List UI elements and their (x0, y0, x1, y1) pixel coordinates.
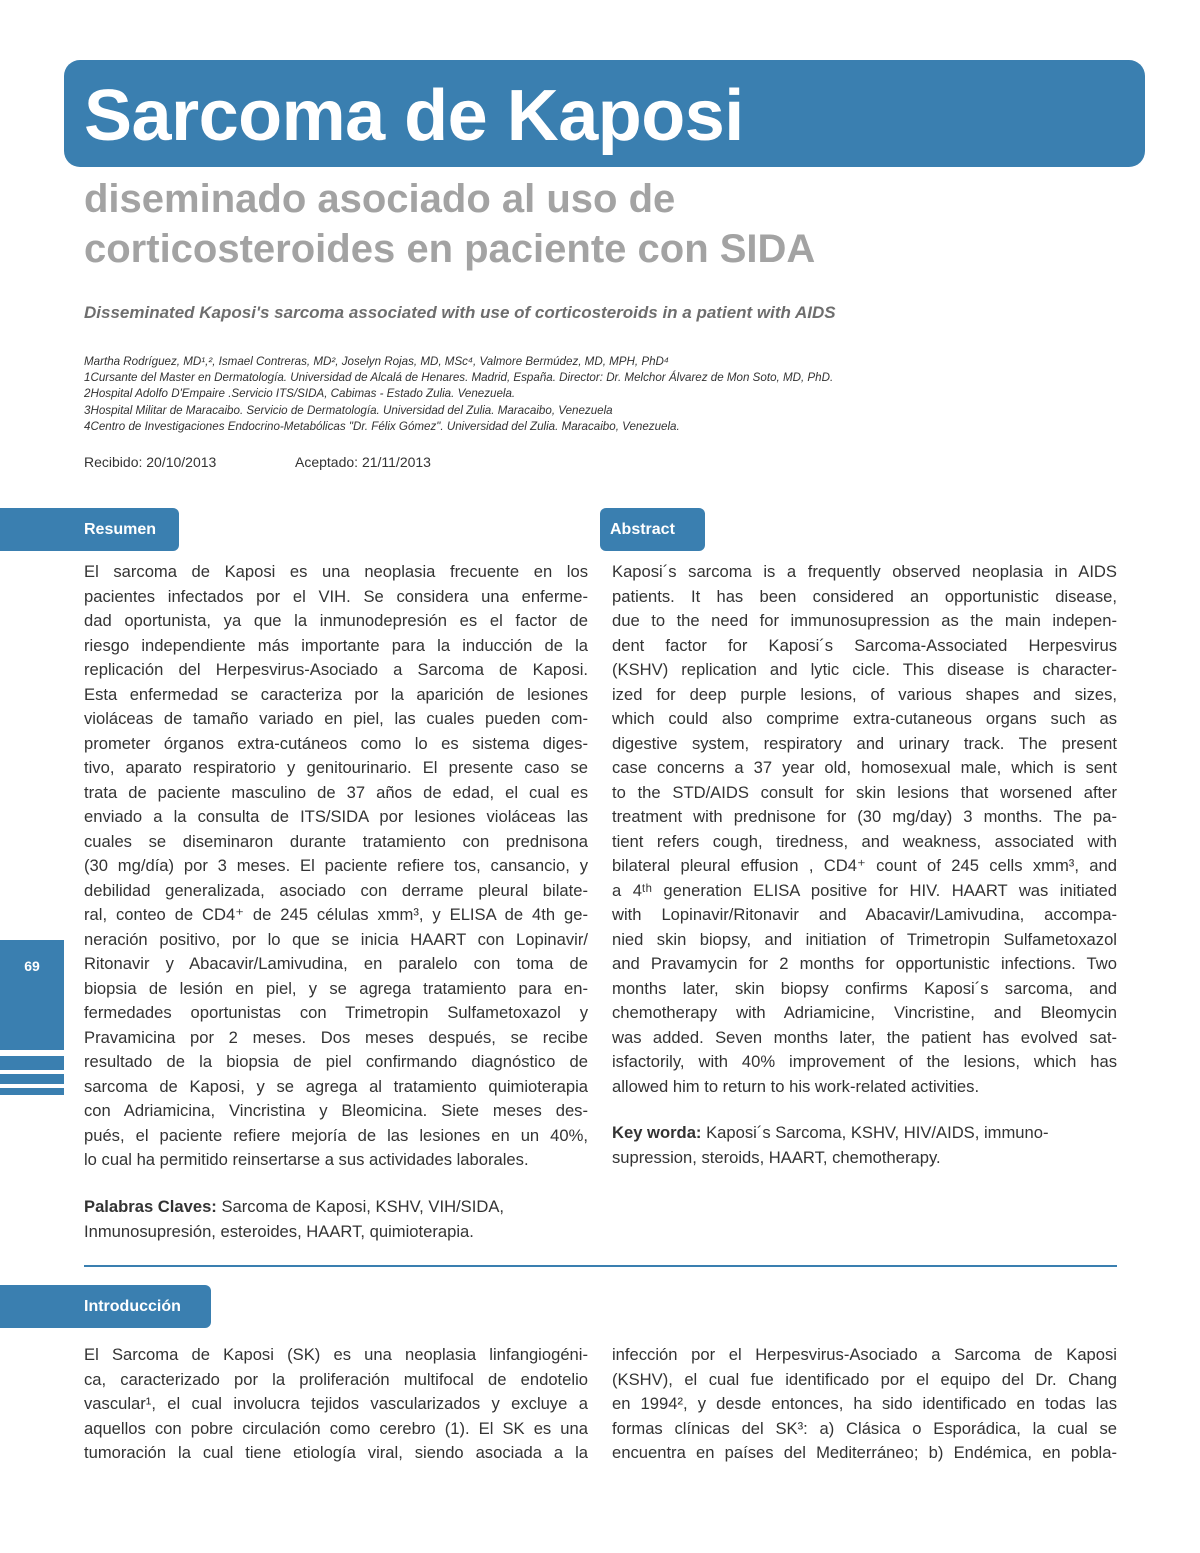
text-line: fermedades oportunistas con Trimetropin Sulfametoxazol y (84, 1003, 588, 1022)
text-line: digestive system, respiratory and urinary track. The present (612, 733, 1117, 753)
text-line: tumoración la cual tiene etiología viral, siendo asociada a la (84, 1443, 588, 1462)
text-line: debilidad generalizada, asociado con derrame pleural bilate- (84, 880, 588, 900)
text-line: infección por el Herpesvirus-Asociado a Sarcoma de Kaposi (612, 1345, 1117, 1364)
text-line: dent factor for Kaposi´s Sarcoma-Associated Herpesvirus (612, 635, 1117, 655)
affiliation: 3Hospital Militar de Maracaibo. Servicio de Dermatología. Universidad del Zulia. Maracaibo, Venezuela (84, 403, 613, 417)
text-line: ca, caracterizado por la proliferación multifocal de endotelio (84, 1369, 588, 1389)
text-line: (30 mg/día) por 3 meses. El paciente refiere tos, cansancio, y (84, 856, 588, 875)
key-words (612, 1121, 1117, 1170)
text-line: Esta enfermedad se caracteriza por la aparición de lesiones (84, 684, 588, 704)
text-line: which could also comprime extra-cutaneous organs such as (612, 709, 1117, 728)
page-marker-stripe (0, 1056, 64, 1070)
text-line: was added. Seven months later, the patient has evolved sat- (612, 1027, 1117, 1047)
text-line: months later, skin biopsy confirms Kaposi´s sarcoma, and (612, 978, 1117, 998)
abstract-text (612, 560, 1117, 1099)
text-line: with Lopinavir/Ritonavir and Abacavir/Lamivudina, accompa- (612, 905, 1117, 924)
text-line: encuentra en países del Mediterráneo; b) Endémica, en pobla- (612, 1443, 1117, 1462)
text-line: chemotherapy with Adriamicine, Vincristine, and Bleomycin (612, 1003, 1117, 1022)
text-line: bilateral pleural effusion , CD4⁺ count of 245 cells xmm³, and (612, 856, 1117, 875)
key-words-line1: Kaposi´s Sarcoma, KSHV, HIV/AIDS, immuno- (706, 1123, 1049, 1142)
authors-block (84, 354, 833, 435)
page-marker-stripe (0, 1088, 64, 1095)
accepted-date: Aceptado: 21/11/2013 (295, 454, 431, 470)
text-line: aquellos con pobre circulación como cerebro (1). El SK es una (84, 1418, 588, 1438)
text-line: allowed him to return to his work-related activities. (612, 1076, 980, 1096)
text-line: tient refers cough, tiredness, and weakness, associated with (612, 831, 1117, 851)
resumen-text (84, 560, 588, 1173)
received-date: Recibido: 20/10/2013 (84, 454, 217, 470)
text-line: isfactorily, with 40% improvement of the lesions, which has (612, 1052, 1117, 1071)
text-line: con Adriamicina, Vincristina y Bleomicina. Siete meses des- (84, 1101, 588, 1120)
intro-right-column (612, 1343, 1117, 1466)
text-line: riesgo independiente más importante para la inducción de la (84, 635, 588, 655)
palabras-claves-line2: Inmunosupresión, esteroides, HAART, quimioterapia. (84, 1221, 474, 1241)
text-line: a 4ᵗʰ generation ELISA positive for HIV. HAART was initiated (612, 880, 1117, 900)
text-line: neración positivo, por lo que se inicia HAART con Lopinavir/ (84, 929, 588, 949)
key-words-label: Key worda: (612, 1123, 702, 1142)
text-line: cuales se diseminaron durante tratamiento con prednisona (84, 831, 588, 851)
section-heading-resumen: Resumen (0, 508, 179, 551)
subtitle-line: corticosteroides en paciente con SIDA (84, 227, 816, 271)
palabras-claves-line1: Sarcoma de Kaposi, KSHV, VIH/SIDA, (221, 1197, 504, 1216)
section-heading-abstract: Abstract (600, 508, 705, 551)
page-marker (0, 940, 64, 1050)
text-line: treatment with prednisone for (30 mg/day) 3 months. The pa- (612, 807, 1117, 826)
text-line: nied skin biopsy, and initiation of Trimetropin Sulfametoxazol (612, 929, 1117, 949)
text-line: pués, el paciente refiere mejoría de las lesiones en un 40%, (84, 1125, 588, 1145)
text-line: (KSHV) replication and lytic cicle. This disease is character- (612, 660, 1117, 679)
text-line: lo cual ha permitido reinsertarse a sus actividades laborales. (84, 1150, 529, 1169)
text-line: resultado de la biopsia de piel confirmando diagnóstico de (84, 1052, 588, 1071)
intro-left-column (84, 1343, 588, 1466)
text-line: and Pravamycin for 2 months for opportunistic infections. Two (612, 954, 1117, 973)
page-number: 69 (24, 958, 40, 974)
article-title: Sarcoma de Kaposi (84, 76, 744, 156)
text-line: replicación del Herpesvirus-Asociado a Sarcoma de Kaposi. (84, 660, 588, 679)
article-subtitle (84, 174, 815, 274)
page-marker-stripe (0, 1074, 64, 1084)
palabras-claves-label: Palabras Claves: (84, 1197, 217, 1216)
text-line: pacientes infectados por el VIH. Se considera una enferme- (84, 586, 588, 606)
english-title: Disseminated Kaposi's sarcoma associated with use of corticosteroids in a patient with AIDS (84, 303, 836, 322)
subtitle-line: diseminado asociado al uso de (84, 177, 676, 221)
text-line: Kaposi´s sarcoma is a frequently observed neoplasia in AIDS (612, 562, 1117, 581)
text-line: enviado a la consulta de ITS/SIDA por lesiones violáceas las (84, 807, 588, 826)
text-line: dad oportunista, ya que la inmunodepresión es el factor de (84, 611, 588, 630)
palabras-claves (84, 1195, 588, 1244)
key-words-line2: supression, steroids, HAART, chemotherapy. (612, 1147, 941, 1167)
text-line: El Sarcoma de Kaposi (SK) es una neoplasia linfangiogéni- (84, 1345, 588, 1364)
text-line: biopsia de lesión en piel, y se agrega tratamiento para en- (84, 978, 588, 998)
text-line: El sarcoma de Kaposi es una neoplasia frecuente en los (84, 562, 588, 581)
affiliation: 2Hospital Adolfo D'Empaire .Servicio ITS/SIDA, Cabimas - Estado Zulia. Venezuela. (84, 387, 516, 401)
text-line: trata de paciente masculino de 37 años de edad, el cual es (84, 782, 588, 802)
text-line: Ritonavir y Abacavir/Lamivudina, en paralelo con toma de (84, 954, 588, 973)
text-line: due to the need for immunosupression as the main indepen- (612, 611, 1117, 630)
text-line: vascular¹, el cual involucra tejidos vascularizados y excluye a (84, 1394, 588, 1413)
text-line: tivo, aparato respiratorio y genitourinario. El presente caso se (84, 758, 588, 777)
text-line: (KSHV), el cual fue identificado por el equipo del Dr. Chang (612, 1369, 1117, 1389)
text-line: to the STD/AIDS consult for skin lesions that worsened after (612, 782, 1117, 802)
author-names: Martha Rodríguez, MD¹,², Ismael Contreras, MD², Joselyn Rojas, MD, MSc⁴, Valmore Bermúdez, MD, MPH, PhD⁴ (84, 355, 669, 368)
text-line: sarcoma de Kaposi, y se agrega al tratamiento quimioterapia (84, 1076, 588, 1096)
text-line: prometer órganos extra-cutáneos como lo es sistema diges- (84, 733, 588, 753)
text-line: case concerns a 37 year old, homosexual male, which is sent (612, 758, 1117, 777)
text-line: Pravamicina por 2 meses. Dos meses después, se recibe (84, 1027, 588, 1047)
affiliation: 1Cursante del Master en Dermatología. Universidad de Alcalá de Henares. Madrid, España. Director: Dr. Melchor Álvarez de Mon Soto, MD, PhD. (84, 371, 834, 385)
section-heading-introduccion: Introducción (0, 1285, 211, 1328)
text-line: en 1994², y desde entonces, ha sido identificado en todas las (612, 1394, 1117, 1413)
text-line: ized for deep purple lesions, of various shapes and sizes, (612, 684, 1117, 704)
section-divider (84, 1265, 1117, 1267)
text-line: ral, conteo de CD4⁺ de 245 células xmm³, y ELISA de 4th ge- (84, 905, 588, 924)
text-line: patients. It has been considered an opportunistic disease, (612, 586, 1117, 606)
affiliation: 4Centro de Investigaciones Endocrino-Metabólicas "Dr. Félix Gómez". Universidad del Zulia. Maracaibo, Venezuela. (84, 419, 680, 433)
text-line: formas clínicas del SK³: a) Clásica o Esporádica, la cual se (612, 1418, 1117, 1438)
text-line: violáceas de tamaño variado en piel, las cuales pueden com- (84, 709, 588, 728)
